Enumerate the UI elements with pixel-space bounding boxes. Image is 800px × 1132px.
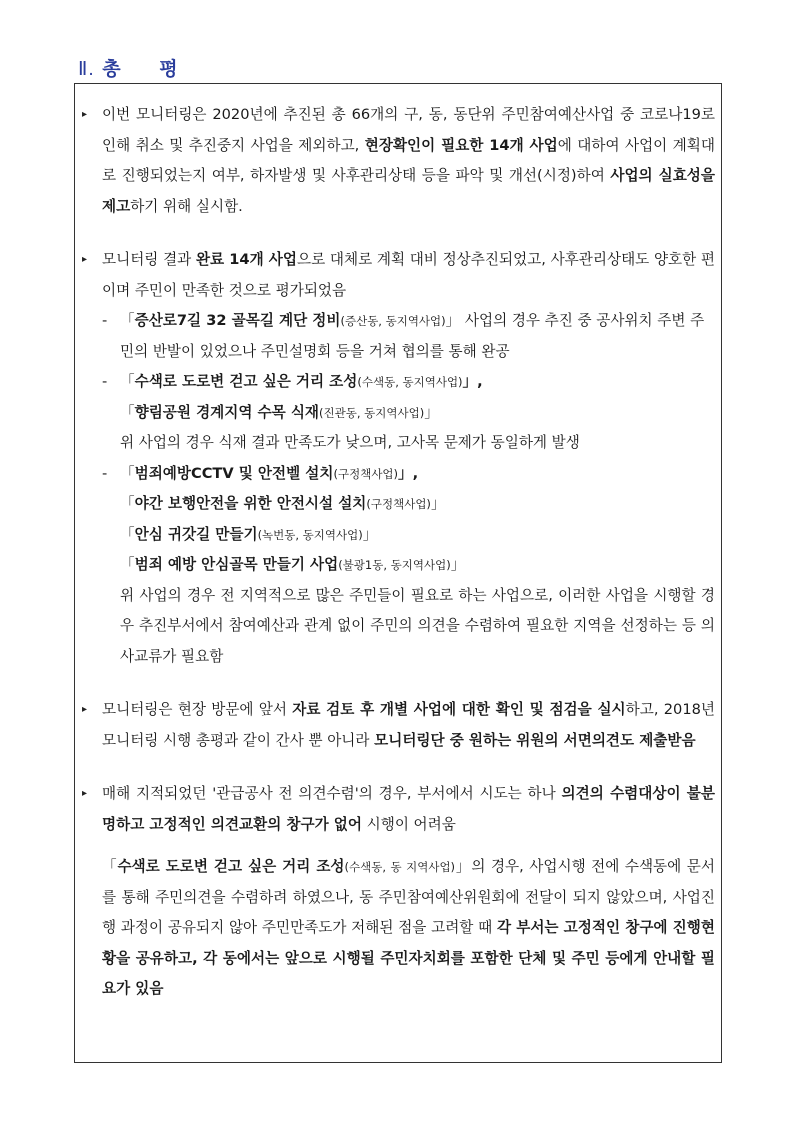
- bracket-open: 「: [120, 556, 135, 573]
- bracket-close: 」: [362, 525, 378, 543]
- text-segment: 매해 지적되었던 '관급공사 전 의견수렴'의 경우, 부서에서 시도는 하나: [102, 785, 562, 802]
- triangle-bullet-icon: ▸: [82, 788, 88, 799]
- bracket-close: 」: [455, 858, 472, 875]
- bracket-open: 「: [120, 495, 135, 512]
- project-location: (녹번동, 동지역사업): [257, 527, 363, 542]
- text-segment: 이번 모니터링은 2020년에 추진된 총 66개의 구, 동, 동단위 주민참여예산사업 중 코로나19로 인해 취소 및 추진중지 사업을 제외하고,: [102, 106, 715, 154]
- bold-segment: 현장확인이 필요한 14개 사업: [364, 136, 558, 154]
- bracket-close: 」,: [398, 464, 419, 482]
- project-line: [120, 367, 715, 398]
- triangle-bullet-icon: ▸: [82, 704, 88, 715]
- bracket-close: 」: [424, 403, 439, 421]
- summary-paragraph-1: [80, 100, 715, 222]
- detail-paragraph: [80, 852, 715, 1005]
- bracket-open: 「: [120, 464, 135, 482]
- project-location: (구정책사업): [333, 466, 399, 481]
- project-name: 증산로7길 32 골목길 계단 정비: [134, 312, 341, 329]
- project-name: 범죄 예방 안심골목 만들기 사업: [134, 556, 339, 573]
- text-segment: 하고, 2018년 모니터링 시행 총평과 같이 간사 뿐 아니라: [102, 701, 715, 749]
- text-segment: 사업의 경우 추진 중 공사위치 주변 주민의 반발이 있었으나 주민설명회 등을 거쳐 협의를 통해 완공: [120, 312, 705, 360]
- bold-segment: 각 부서는 고정적인 창구에 진행현황을 공유하고, 각 동에서는 앞으로 시행될 주민자치회를 포함한 단체 및 주민 등에게 안내할 필요가 있음: [102, 919, 715, 997]
- section-title: [78, 54, 179, 81]
- dash-marker: -: [102, 464, 108, 482]
- triangle-bullet-icon: ▸: [82, 109, 88, 120]
- project-location: (증산동, 동지역사업): [340, 314, 446, 328]
- bracket-open: 「: [120, 312, 135, 329]
- sub-item-1: [80, 306, 715, 367]
- text-segment: 시행이 어려움: [361, 815, 456, 833]
- text-segment: 에 대하여 사업이 계획대로 진행되었는지 여부, 하자발생 및 사후관리상태 등을 파악 및 개선(시정)하여: [102, 136, 715, 184]
- project-location: (수색동, 동 지역사업): [344, 860, 456, 874]
- sub-note: 위 사업의 경우 식재 결과 만족도가 낮으며, 고사목 문제가 동일하게 발생: [120, 434, 580, 451]
- project-name: 범죄예방CCTV 및 안전벨 설치: [134, 464, 334, 482]
- project-name: 향림공원 경계지역 수목 식재: [134, 403, 320, 421]
- project-location: (불광1동, 동지역사업): [338, 558, 451, 572]
- sub-item-3: [80, 459, 715, 673]
- bold-segment: 사업의 실효성을 제고: [102, 167, 715, 215]
- bracket-open: 「: [120, 525, 135, 543]
- title-char-1: 총: [102, 58, 122, 80]
- project-name: 안심 귀갓길 만들기: [134, 525, 258, 543]
- triangle-bullet-icon: ▸: [82, 254, 88, 265]
- text-segment: 하기 위해 실시함.: [130, 197, 243, 215]
- summary-paragraph-4: [80, 779, 715, 840]
- project-name: 수색로 도로변 걷고 싶은 거리 조성: [134, 373, 358, 390]
- text-segment: 모니터링은 현장 방문에 앞서: [102, 701, 293, 718]
- summary-content: [80, 100, 715, 1005]
- text-segment: 모니터링 결과: [102, 251, 196, 268]
- bold-segment: 자료 검토 후 개별 사업에 대한 확인 및 점검을 실시: [292, 701, 626, 718]
- project-line: [120, 398, 715, 429]
- bold-segment: 모니터링단 중 원하는 위원의 서면의견도 제출받음: [374, 731, 696, 749]
- bracket-open: 「: [120, 373, 135, 390]
- project-location: (구정책사업): [366, 497, 431, 511]
- bracket-close: 」: [445, 312, 461, 329]
- project-location: (수색동, 동지역사업): [357, 375, 463, 389]
- bracket-open: 「: [120, 403, 135, 421]
- text-segment: 의 경우, 사업시행 전에 수색동에 문서를 통해 주민의견을 수렴하려 하였으나, 동 주민참여예산위원회에 전달이 되지 않았으며, 사업진행 과정이 공유되지 않아 주민만족도가 저해된 점을 고려할 때: [102, 858, 715, 936]
- section-numeral: Ⅱ.: [78, 59, 95, 80]
- project-name: 야간 보행안전을 위한 안전시설 설치: [134, 495, 367, 512]
- bold-segment: 완료 14개 사업: [195, 251, 297, 268]
- project-line: [120, 489, 715, 520]
- bracket-close: 」,: [462, 373, 483, 390]
- dash-marker: -: [102, 312, 108, 329]
- bracket-close: 」: [430, 495, 446, 512]
- dash-marker: -: [102, 373, 108, 390]
- project-line: [120, 459, 715, 490]
- text-segment: 으로 대체로 계획 대비 정상추진되었고, 사후관리상태도 양호한 편이며 주민이 만족한 것으로 평가되었음: [102, 251, 716, 299]
- summary-paragraph-3: [80, 695, 715, 756]
- summary-paragraph-2: [80, 245, 715, 306]
- bracket-open: 「: [102, 858, 118, 875]
- sub-item-2: [80, 367, 715, 459]
- title-char-2: 평: [159, 58, 179, 80]
- project-location: (진관동, 동지역사업): [319, 405, 425, 420]
- bold-segment: 의견의 수렴대상이 불분명하고 고정적인 의견교환의 창구가 없어: [102, 785, 715, 833]
- sub-note: 위 사업의 경우 전 지역적으로 많은 주민들이 필요로 하는 사업으로, 이러한 사업을 시행할 경우 추진부서에서 참여예산과 관계 없이 주민의 의견을 수렴하여 필요한 지역을 선정하는 등 의사교류가 필요함: [120, 586, 715, 665]
- project-line: [120, 550, 715, 581]
- bracket-close: 」: [450, 556, 466, 573]
- project-name: 수색로 도로변 걷고 싶은 거리 조성: [117, 858, 345, 875]
- project-line: [120, 520, 715, 551]
